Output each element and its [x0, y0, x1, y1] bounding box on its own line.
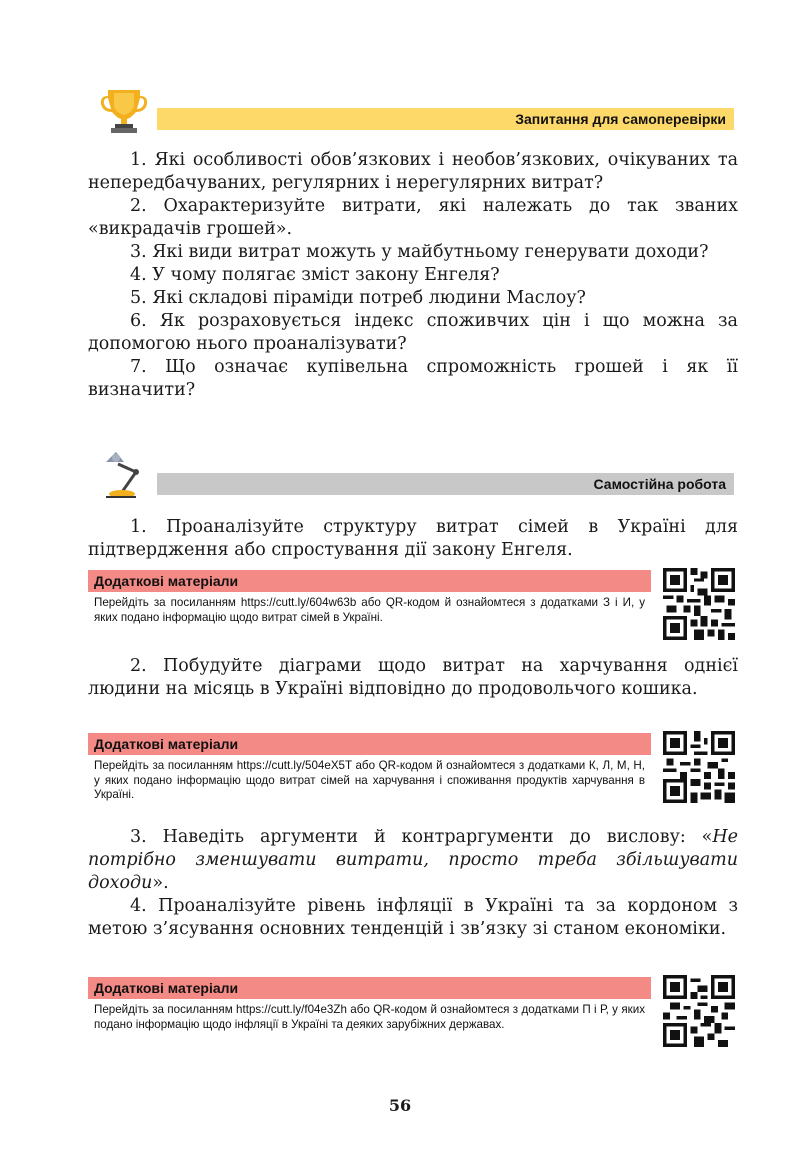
qr-code-icon-2[interactable]: [663, 731, 735, 803]
task-3-text: [88, 826, 738, 895]
question-4: 4. У чому полягає зміст закону Енгеля?: [130, 265, 500, 285]
question-7: 7. Що означає купівельна спроможність грошей і як її визначити?: [88, 357, 738, 400]
self-check-banner: [157, 108, 734, 130]
task-2-text: 2. Побудуйте діаграми щодо витрат на харчування однієї людини на місяць в Україні відповідно до продовольчого кошика.: [88, 656, 738, 699]
task-3-quote: Не потрібно зменшувати витрати, просто треба збільшувати доходи: [88, 827, 738, 893]
page-number: 56: [388, 1096, 412, 1115]
qr-code-icon-1[interactable]: [663, 568, 735, 640]
box-1-text: Перейдіть за посиланням https://cutt.ly/604w63b або QR-кодом й ознайомтеся з додатками З і И, у яких подано інформацію щодо витрат сімей в Україні.: [94, 596, 645, 624]
task-3-4: [88, 826, 738, 941]
qr-code-icon-3[interactable]: [663, 975, 735, 1047]
task-2: [88, 655, 738, 701]
box-3-text: Перейдіть за посиланням https://cutt.ly/f04e3Zh або QR-кодом й ознайомтеся з додатками П і Р, у яких подано інформацію щодо інфляції в Україні та деяких зарубіжних державах.: [94, 1003, 645, 1031]
additional-materials-box-3: [88, 977, 651, 1032]
question-3: 3. Які види витрат можуть у майбутньому генерувати доходи?: [130, 242, 709, 262]
question-6: 6. Як розраховується індекс споживчих цін і що можна за допомогою нього проаналізувати?: [88, 311, 738, 354]
additional-materials-box-1: [88, 570, 651, 625]
independent-work-banner: [157, 473, 734, 495]
trophy-icon: [98, 86, 150, 134]
box-2-text: Перейдіть за посиланням https://cutt.ly/504eX5T або QR-кодом й ознайомтеся з додатками К, Л, М, Н, у яких подано інформацію щодо витрат сімей на харчування і споживання продуктів харчування в Україні.: [94, 759, 645, 801]
task-3-end: ».: [152, 873, 169, 893]
questions-block: [88, 149, 738, 402]
question-1: 1. Які особливості обов’язкових і необов’язкових, очікуваних та непередбачуваних, регулярних і нерегулярних витрат?: [88, 150, 738, 193]
independent-work-title: Самостійна робота: [593, 476, 726, 492]
task-1-text: 1. Проаналізуйте структуру витрат сімей в Україні для підтвердження або спростування дії закону Енгеля.: [88, 517, 738, 560]
task-3-start: 3. Наведіть аргументи й контраргументи до вислову: «: [130, 827, 713, 847]
desk-lamp-icon: [100, 448, 152, 500]
box-1-title: Додаткові матеріали: [88, 570, 651, 592]
question-5: 5. Які складові піраміди потреб людини Маслоу?: [130, 288, 586, 308]
additional-materials-box-2: [88, 733, 651, 803]
box-3-title: Додаткові матеріали: [88, 977, 651, 999]
box-2-title: Додаткові матеріали: [88, 733, 651, 755]
self-check-title: Запитання для самоперевірки: [515, 111, 726, 127]
task-4-text: 4. Проаналізуйте рівень інфляції в Україні та за кордоном з метою з’ясування основних тенденцій і зв’язку зі станом економіки.: [88, 896, 738, 939]
question-2: 2. Охарактеризуйте витрати, які належать до так званих «викрадачів грошей».: [88, 196, 738, 239]
task-1: [88, 516, 738, 562]
